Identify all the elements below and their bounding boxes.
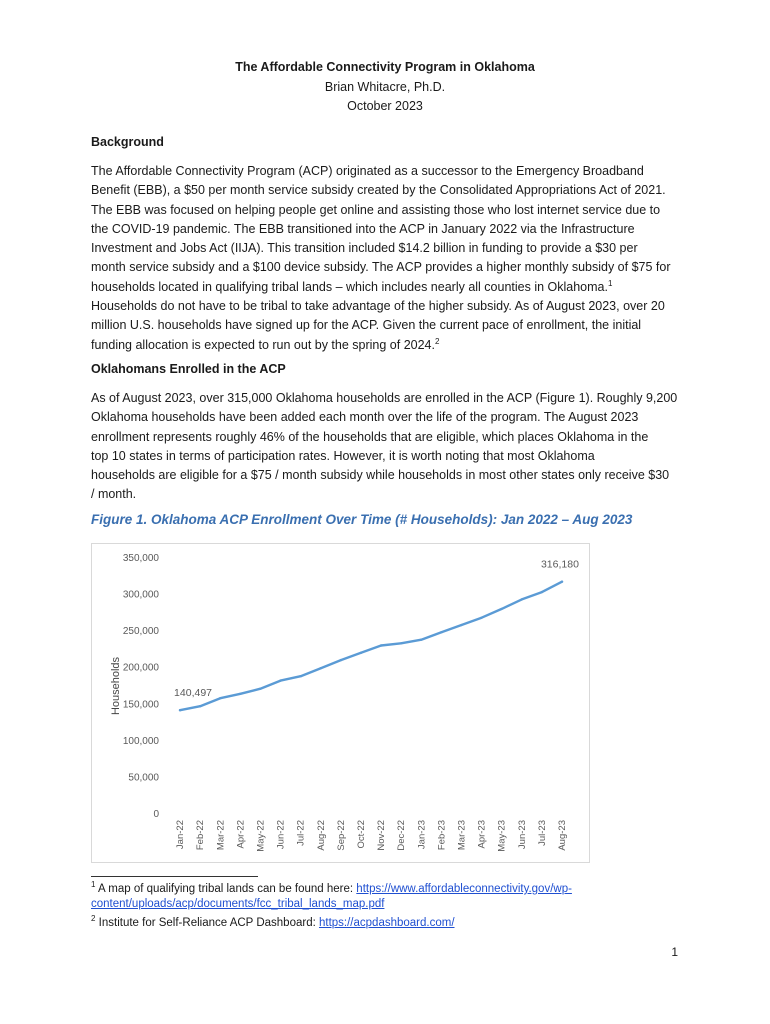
x-tick-label: Aug-23 xyxy=(556,820,568,851)
paragraph-line: Oklahoma households have been added each month over the life of the program. The August 2023 xyxy=(91,410,639,425)
data-point xyxy=(440,631,442,633)
footnote-ref[interactable]: 1 xyxy=(607,278,613,288)
document-title: The Affordable Connectivity Program in Oklahoma xyxy=(235,60,535,74)
data-point xyxy=(480,617,482,619)
x-tick-label: Jul-22 xyxy=(295,820,307,846)
paragraph-line xyxy=(91,336,683,355)
data-point xyxy=(199,705,201,707)
x-tick-label: May-22 xyxy=(255,820,267,852)
page-number: 1 xyxy=(671,945,678,959)
data-labels xyxy=(174,559,579,699)
x-tick-label: Mar-23 xyxy=(456,820,468,851)
y-tick-label: 0 xyxy=(153,809,159,820)
y-ticks xyxy=(123,553,160,820)
x-tick-label: Jun-23 xyxy=(516,820,528,850)
x-tick-label: Jan-23 xyxy=(416,820,428,850)
paragraph-line: million U.S. households have signed up for the ACP. Given the current pace of enrollment, the initial xyxy=(91,318,642,333)
data-point xyxy=(299,675,301,677)
paragraph-line: / month. xyxy=(91,487,137,502)
line-text: funding allocation is expected to run out by the spring of 2024. xyxy=(91,337,435,352)
paragraph-line: Investment and Jobs Act (IIJA). This transition included $14.2 billion in funding to provide a $30 per xyxy=(91,241,638,256)
footnote-text: Institute for Self-Reliance ACP Dashboard: xyxy=(98,917,319,929)
y-tick-label: 50,000 xyxy=(128,772,159,784)
paragraph-line xyxy=(91,278,683,297)
footnote-divider xyxy=(91,876,258,877)
y-tick-label: 100,000 xyxy=(122,735,159,747)
background-heading: Background xyxy=(91,135,164,149)
data-point xyxy=(400,642,402,644)
enrolled-paragraph xyxy=(91,389,683,505)
chart-svg xyxy=(92,544,589,862)
footnote-link[interactable]: https://acpdashboard.com/ xyxy=(318,917,455,929)
data-point xyxy=(239,693,241,695)
paragraph-line: As of August 2023, over 315,000 Oklahoma households are enrolled in the ACP (Figure 1). Roughly 9,200 xyxy=(91,391,678,405)
paragraph-line: the COVID-19 pandemic. The EBB transitioned into the ACP in January 2022 via the Infrastructure xyxy=(91,221,635,236)
data-point xyxy=(279,679,281,681)
y-tick-label: 200,000 xyxy=(122,662,159,674)
footnote-link[interactable]: content/uploads/acp/documents/fcc_tribal_lands_map.pdf xyxy=(91,898,385,910)
title-block xyxy=(0,58,770,117)
footnote-text: A map of qualifying tribal lands can be found here: xyxy=(98,883,357,895)
data-point xyxy=(360,652,362,654)
enrollment-chart xyxy=(91,543,590,863)
enrolled-heading: Oklahomans Enrolled in the ACP xyxy=(91,362,286,376)
footnote-number: 2 xyxy=(91,914,96,924)
x-tick-label: Jan-22 xyxy=(175,820,187,850)
footnote-link[interactable]: https://www.affordableconnectivity.gov/wp- xyxy=(356,883,572,895)
paragraph-line: households are eligible for a $75 / month subsidy while households in most other states only receive $30 xyxy=(91,468,670,483)
footnote-number: 1 xyxy=(91,880,96,890)
x-tick-label: Dec-22 xyxy=(396,820,408,851)
background-paragraph xyxy=(91,162,683,355)
data-point xyxy=(521,598,523,600)
x-ticks xyxy=(175,820,568,852)
data-point xyxy=(179,709,181,711)
data-point xyxy=(541,591,543,593)
x-tick-label: Sep-22 xyxy=(335,820,347,851)
paragraph-line: month service subsidy and a $100 device subsidy. The ACP provides a higher monthly subsidy of $75 for xyxy=(91,260,671,275)
date: October 2023 xyxy=(347,99,423,113)
line-text: households located in qualifying tribal lands – which includes nearly all counties in Oklahoma. xyxy=(91,279,608,294)
y-tick-label: 150,000 xyxy=(122,699,159,711)
footnote-2 xyxy=(91,916,455,931)
data-label: 140,497 xyxy=(174,687,213,700)
author: Brian Whitacre, Ph.D. xyxy=(324,79,446,94)
footnote-ref[interactable]: 2 xyxy=(434,336,440,346)
x-tick-label: Jul-23 xyxy=(536,820,548,846)
series-line xyxy=(180,582,562,711)
data-label: 316,180 xyxy=(540,558,579,571)
y-tick-label: 300,000 xyxy=(122,589,159,601)
data-point xyxy=(460,624,462,626)
paragraph-line: top 10 states in terms of participation rates. However, it is worth noting that most Oklahoma xyxy=(91,448,595,463)
paragraph-line: The Affordable Connectivity Program (ACP) originated as a successor to the Emergency Broadband xyxy=(91,164,644,178)
x-tick-label: May-23 xyxy=(496,820,508,852)
x-tick-label: Apr-22 xyxy=(235,820,247,849)
x-tick-label: Feb-23 xyxy=(436,820,448,851)
x-tick-label: Jun-22 xyxy=(275,820,287,850)
data-point xyxy=(320,667,322,669)
x-tick-label: Mar-22 xyxy=(215,820,227,851)
data-point xyxy=(420,638,422,640)
x-tick-label: Feb-22 xyxy=(195,820,207,851)
y-tick-label: 350,000 xyxy=(122,553,159,564)
data-point xyxy=(561,581,563,583)
paragraph-line: Households do not have to be tribal to take advantage of the higher subsidy. As of August 2023, over 20 xyxy=(91,299,665,314)
data-point xyxy=(259,687,261,689)
y-tick-label: 250,000 xyxy=(122,626,159,638)
paragraph-line: enrollment represents roughly 46% of the households that are eligible, which places Oklahoma in the xyxy=(91,429,649,444)
data-point xyxy=(340,659,342,661)
x-tick-label: Aug-22 xyxy=(315,820,327,851)
x-tick-label: Apr-23 xyxy=(476,820,488,849)
paragraph-line: The EBB was focused on helping people get online and assisting those who lost internet service due to xyxy=(91,202,661,217)
data-point xyxy=(500,608,502,610)
data-point xyxy=(380,644,382,646)
y-axis-label: Households xyxy=(110,656,122,716)
paragraph-line: Benefit (EBB), a $50 per month service subsidy created by the Consolidated Appropriations Act of 2021. xyxy=(91,183,666,198)
footnote-1 xyxy=(91,882,572,912)
x-tick-label: Nov-22 xyxy=(376,820,388,851)
data-points xyxy=(179,581,563,712)
figure-title: Figure 1. Oklahoma ACP Enrollment Over Time (# Households): Jan 2022 – Aug 2023 xyxy=(91,512,633,527)
x-tick-label: Oct-22 xyxy=(355,820,367,849)
data-point xyxy=(219,697,221,699)
